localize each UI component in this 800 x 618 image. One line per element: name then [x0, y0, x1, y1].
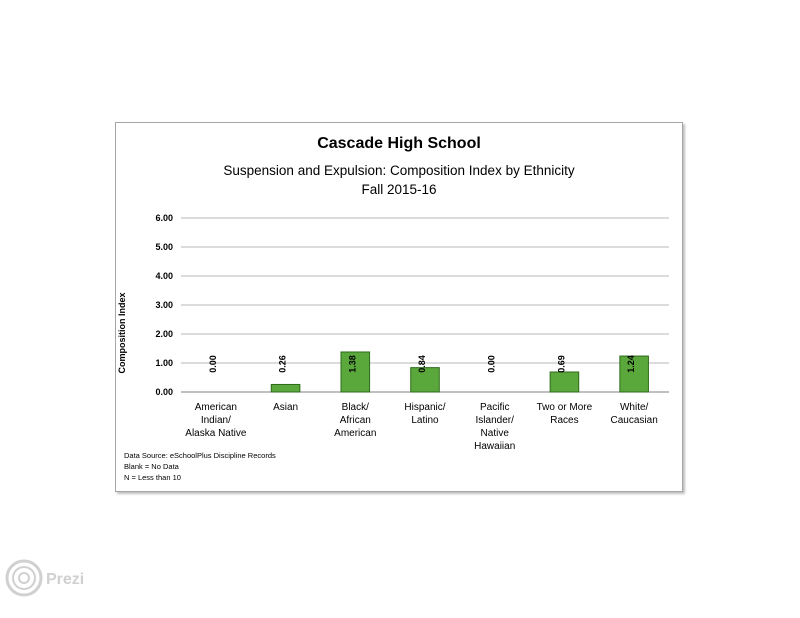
x-tick-label: Indian/: [200, 415, 231, 426]
chart-subtitle: Suspension and Expulsion: Composition Index by Ethnicity: [223, 163, 575, 178]
bar-asian: [271, 384, 300, 392]
data-label: 0.00: [486, 355, 497, 373]
x-tick-label: Pacific: [479, 402, 510, 413]
chart-card: [115, 122, 683, 492]
data-label: 1.24: [626, 355, 637, 373]
prezi-logo-icon: [7, 561, 41, 595]
prezi-logo: [4, 556, 104, 600]
x-tick-label: Hawaiian: [474, 441, 516, 452]
data-label: 0.69: [556, 355, 567, 373]
bar-chart-plot: [116, 123, 682, 491]
x-tick-label: Races: [550, 415, 579, 426]
x-tick-label: American: [334, 428, 377, 439]
footnote-blank: Blank = No Data: [124, 462, 179, 471]
x-tick-label: Black/: [341, 402, 369, 413]
y-tick-label: 5.00: [155, 242, 173, 252]
x-tick-label: Islander/: [475, 415, 514, 426]
y-tick-label: 2.00: [155, 329, 173, 339]
y-tick-label: 6.00: [155, 213, 173, 223]
chart-title: Cascade High School: [317, 135, 481, 152]
x-tick-label: American: [194, 402, 237, 413]
y-tick-label: 4.00: [155, 271, 173, 281]
y-tick-label: 0.00: [155, 387, 173, 397]
data-label: 0.00: [207, 355, 218, 373]
x-tick-label: Latino: [411, 415, 439, 426]
prezi-logo-text: Prezi: [46, 571, 85, 588]
chart-subtitle-period: Fall 2015-16: [361, 182, 437, 197]
y-tick-label: 1.00: [155, 358, 173, 368]
data-label: 0.26: [277, 355, 288, 373]
footnote-n: N = Less than 10: [124, 473, 181, 482]
x-tick-label: Native: [480, 428, 509, 439]
data-label: 1.38: [347, 355, 358, 373]
y-tick-label: 3.00: [155, 300, 173, 310]
x-tick-label: African: [339, 415, 371, 426]
x-tick-label: Two or More: [536, 402, 593, 413]
x-tick-label: Alaska Native: [185, 428, 247, 439]
x-tick-label: Caucasian: [610, 415, 658, 426]
x-tick-label: White/: [619, 402, 649, 413]
x-tick-label: Asian: [273, 402, 299, 413]
data-label: 0.84: [417, 355, 427, 373]
bar-two-or-more: [550, 372, 579, 392]
x-tick-label: Hispanic/: [404, 402, 446, 413]
footnote-source: Data Source: eSchoolPlus Discipline Records: [124, 451, 276, 460]
y-axis-label: Composition Index: [117, 292, 127, 374]
